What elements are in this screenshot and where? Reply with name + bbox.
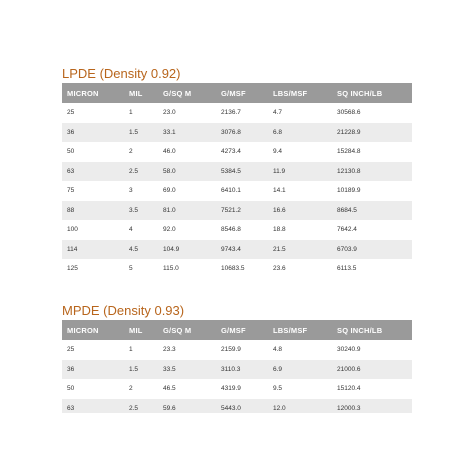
cell-g-msf: 6410.1 bbox=[221, 187, 241, 195]
lpde-table bbox=[62, 83, 412, 279]
cell-mil: 4.5 bbox=[129, 245, 139, 253]
cell-g-sq-m: 23.0 bbox=[163, 109, 176, 117]
cell-mil: 4 bbox=[129, 226, 133, 234]
cell-g-msf: 7521.2 bbox=[221, 206, 241, 214]
cell-g-msf: 8546.8 bbox=[221, 226, 241, 234]
cell-lbs-msf: 12.0 bbox=[273, 404, 286, 412]
column-header-sq-inch-lb: SQ INCH/LB bbox=[337, 88, 383, 98]
cell-g-sq-m: 46.0 bbox=[163, 148, 176, 156]
cell-mil: 1.5 bbox=[129, 128, 139, 136]
cell-g-sq-m: 92.0 bbox=[163, 226, 176, 234]
table-row bbox=[62, 240, 412, 260]
cell-micron: 63 bbox=[67, 404, 75, 412]
cell-lbs-msf: 6.9 bbox=[273, 365, 283, 373]
cell-mil: 2 bbox=[129, 148, 133, 156]
cell-sq-inch-lb: 30568.6 bbox=[337, 109, 361, 117]
column-header-micron: MICRON bbox=[67, 325, 99, 335]
cell-micron: 36 bbox=[67, 365, 75, 373]
cell-lbs-msf: 9.4 bbox=[273, 148, 283, 156]
cell-g-msf: 3110.3 bbox=[221, 365, 241, 373]
cell-lbs-msf: 18.8 bbox=[273, 226, 286, 234]
cell-g-sq-m: 104.9 bbox=[163, 245, 180, 253]
cell-sq-inch-lb: 21228.9 bbox=[337, 128, 361, 136]
cell-micron: 63 bbox=[67, 167, 75, 175]
cell-sq-inch-lb: 6113.5 bbox=[337, 265, 357, 273]
cell-g-sq-m: 115.0 bbox=[163, 265, 179, 273]
column-header-mil: MIL bbox=[129, 325, 143, 335]
cell-mil: 2.5 bbox=[129, 404, 139, 412]
cell-lbs-msf: 9.5 bbox=[273, 385, 283, 393]
cell-g-sq-m: 59.6 bbox=[163, 404, 176, 412]
cell-g-sq-m: 33.1 bbox=[163, 128, 176, 136]
cell-g-msf: 4319.9 bbox=[221, 385, 241, 393]
column-header-g-sq-m: G/SQ M bbox=[163, 88, 192, 98]
table-row bbox=[62, 162, 412, 182]
cell-mil: 5 bbox=[129, 265, 133, 273]
cell-lbs-msf: 4.7 bbox=[273, 109, 283, 117]
column-header-g-msf: G/MSF bbox=[221, 88, 246, 98]
cell-lbs-msf: 21.5 bbox=[273, 245, 286, 253]
cell-micron: 50 bbox=[67, 148, 75, 156]
cell-micron: 125 bbox=[67, 265, 78, 273]
table-row bbox=[62, 220, 412, 240]
cell-mil: 2.5 bbox=[129, 167, 139, 175]
cell-g-msf: 2136.7 bbox=[221, 109, 241, 117]
cell-mil: 1 bbox=[129, 109, 133, 117]
table-row bbox=[62, 201, 412, 221]
table-row bbox=[62, 399, 412, 414]
cell-lbs-msf: 16.6 bbox=[273, 206, 286, 214]
column-header-sq-inch-lb: SQ INCH/LB bbox=[337, 325, 383, 335]
table-row bbox=[62, 340, 412, 360]
cell-mil: 3.5 bbox=[129, 206, 139, 214]
cell-micron: 75 bbox=[67, 187, 75, 195]
cell-g-sq-m: 33.5 bbox=[163, 365, 176, 373]
table-row bbox=[62, 142, 412, 162]
cell-mil: 2 bbox=[129, 385, 133, 393]
cell-g-msf: 4273.4 bbox=[221, 148, 241, 156]
cell-g-msf: 5443.0 bbox=[221, 404, 241, 412]
cell-g-msf: 10683.5 bbox=[221, 265, 245, 273]
cell-sq-inch-lb: 10189.9 bbox=[337, 187, 361, 195]
cell-mil: 3 bbox=[129, 187, 133, 195]
cell-micron: 50 bbox=[67, 385, 75, 393]
table-row bbox=[62, 123, 412, 143]
cell-micron: 36 bbox=[67, 128, 75, 136]
cell-sq-inch-lb: 8684.5 bbox=[337, 206, 357, 214]
cell-micron: 25 bbox=[67, 346, 75, 354]
lpde-title: LPDE (Density 0.92) bbox=[62, 66, 181, 81]
cell-g-msf: 2159.9 bbox=[221, 346, 241, 354]
column-header-lbs-msf: LBS/MSF bbox=[273, 325, 308, 335]
table-row bbox=[62, 181, 412, 201]
cell-g-msf: 3076.8 bbox=[221, 128, 241, 136]
cell-g-msf: 9743.4 bbox=[221, 245, 241, 253]
cell-lbs-msf: 14.1 bbox=[273, 187, 286, 195]
cell-sq-inch-lb: 12130.8 bbox=[337, 167, 361, 175]
cell-mil: 1 bbox=[129, 346, 133, 354]
lpde-table-body bbox=[62, 103, 412, 279]
table-row bbox=[62, 103, 412, 123]
cell-lbs-msf: 4.8 bbox=[273, 346, 283, 354]
cell-lbs-msf: 6.8 bbox=[273, 128, 283, 136]
cell-micron: 88 bbox=[67, 206, 75, 214]
mpde-table bbox=[62, 320, 412, 413]
lpde-section bbox=[62, 66, 412, 279]
table-row bbox=[62, 259, 412, 279]
cell-lbs-msf: 11.9 bbox=[273, 167, 286, 175]
mpde-section bbox=[62, 303, 412, 413]
cell-sq-inch-lb: 15120.4 bbox=[337, 385, 361, 393]
cell-g-sq-m: 23.3 bbox=[163, 346, 176, 354]
cell-g-msf: 5384.5 bbox=[221, 167, 241, 175]
mpde-title: MPDE (Density 0.93) bbox=[62, 303, 185, 318]
cell-sq-inch-lb: 7642.4 bbox=[337, 226, 357, 234]
cell-g-sq-m: 46.5 bbox=[163, 385, 176, 393]
cell-micron: 25 bbox=[67, 109, 75, 117]
column-header-g-sq-m: G/SQ M bbox=[163, 325, 192, 335]
cell-sq-inch-lb: 30240.9 bbox=[337, 346, 361, 354]
cell-lbs-msf: 23.6 bbox=[273, 265, 286, 273]
cell-g-sq-m: 58.0 bbox=[163, 167, 176, 175]
cell-g-sq-m: 69.0 bbox=[163, 187, 176, 195]
cell-micron: 100 bbox=[67, 226, 78, 234]
column-header-micron: MICRON bbox=[67, 88, 99, 98]
mpde-table-header bbox=[62, 320, 412, 340]
table-row bbox=[62, 360, 412, 380]
cell-g-sq-m: 81.0 bbox=[163, 206, 176, 214]
column-header-lbs-msf: LBS/MSF bbox=[273, 88, 308, 98]
column-header-g-msf: G/MSF bbox=[221, 325, 246, 335]
cell-micron: 114 bbox=[67, 245, 78, 253]
table-row bbox=[62, 379, 412, 399]
mpde-table-body bbox=[62, 340, 412, 413]
cell-mil: 1.5 bbox=[129, 365, 139, 373]
cell-sq-inch-lb: 12000.3 bbox=[337, 404, 361, 412]
cell-sq-inch-lb: 15284.8 bbox=[337, 148, 361, 156]
column-header-mil: MIL bbox=[129, 88, 143, 98]
cell-sq-inch-lb: 6703.9 bbox=[337, 245, 357, 253]
lpde-table-header bbox=[62, 83, 412, 103]
cell-sq-inch-lb: 21000.6 bbox=[337, 365, 361, 373]
